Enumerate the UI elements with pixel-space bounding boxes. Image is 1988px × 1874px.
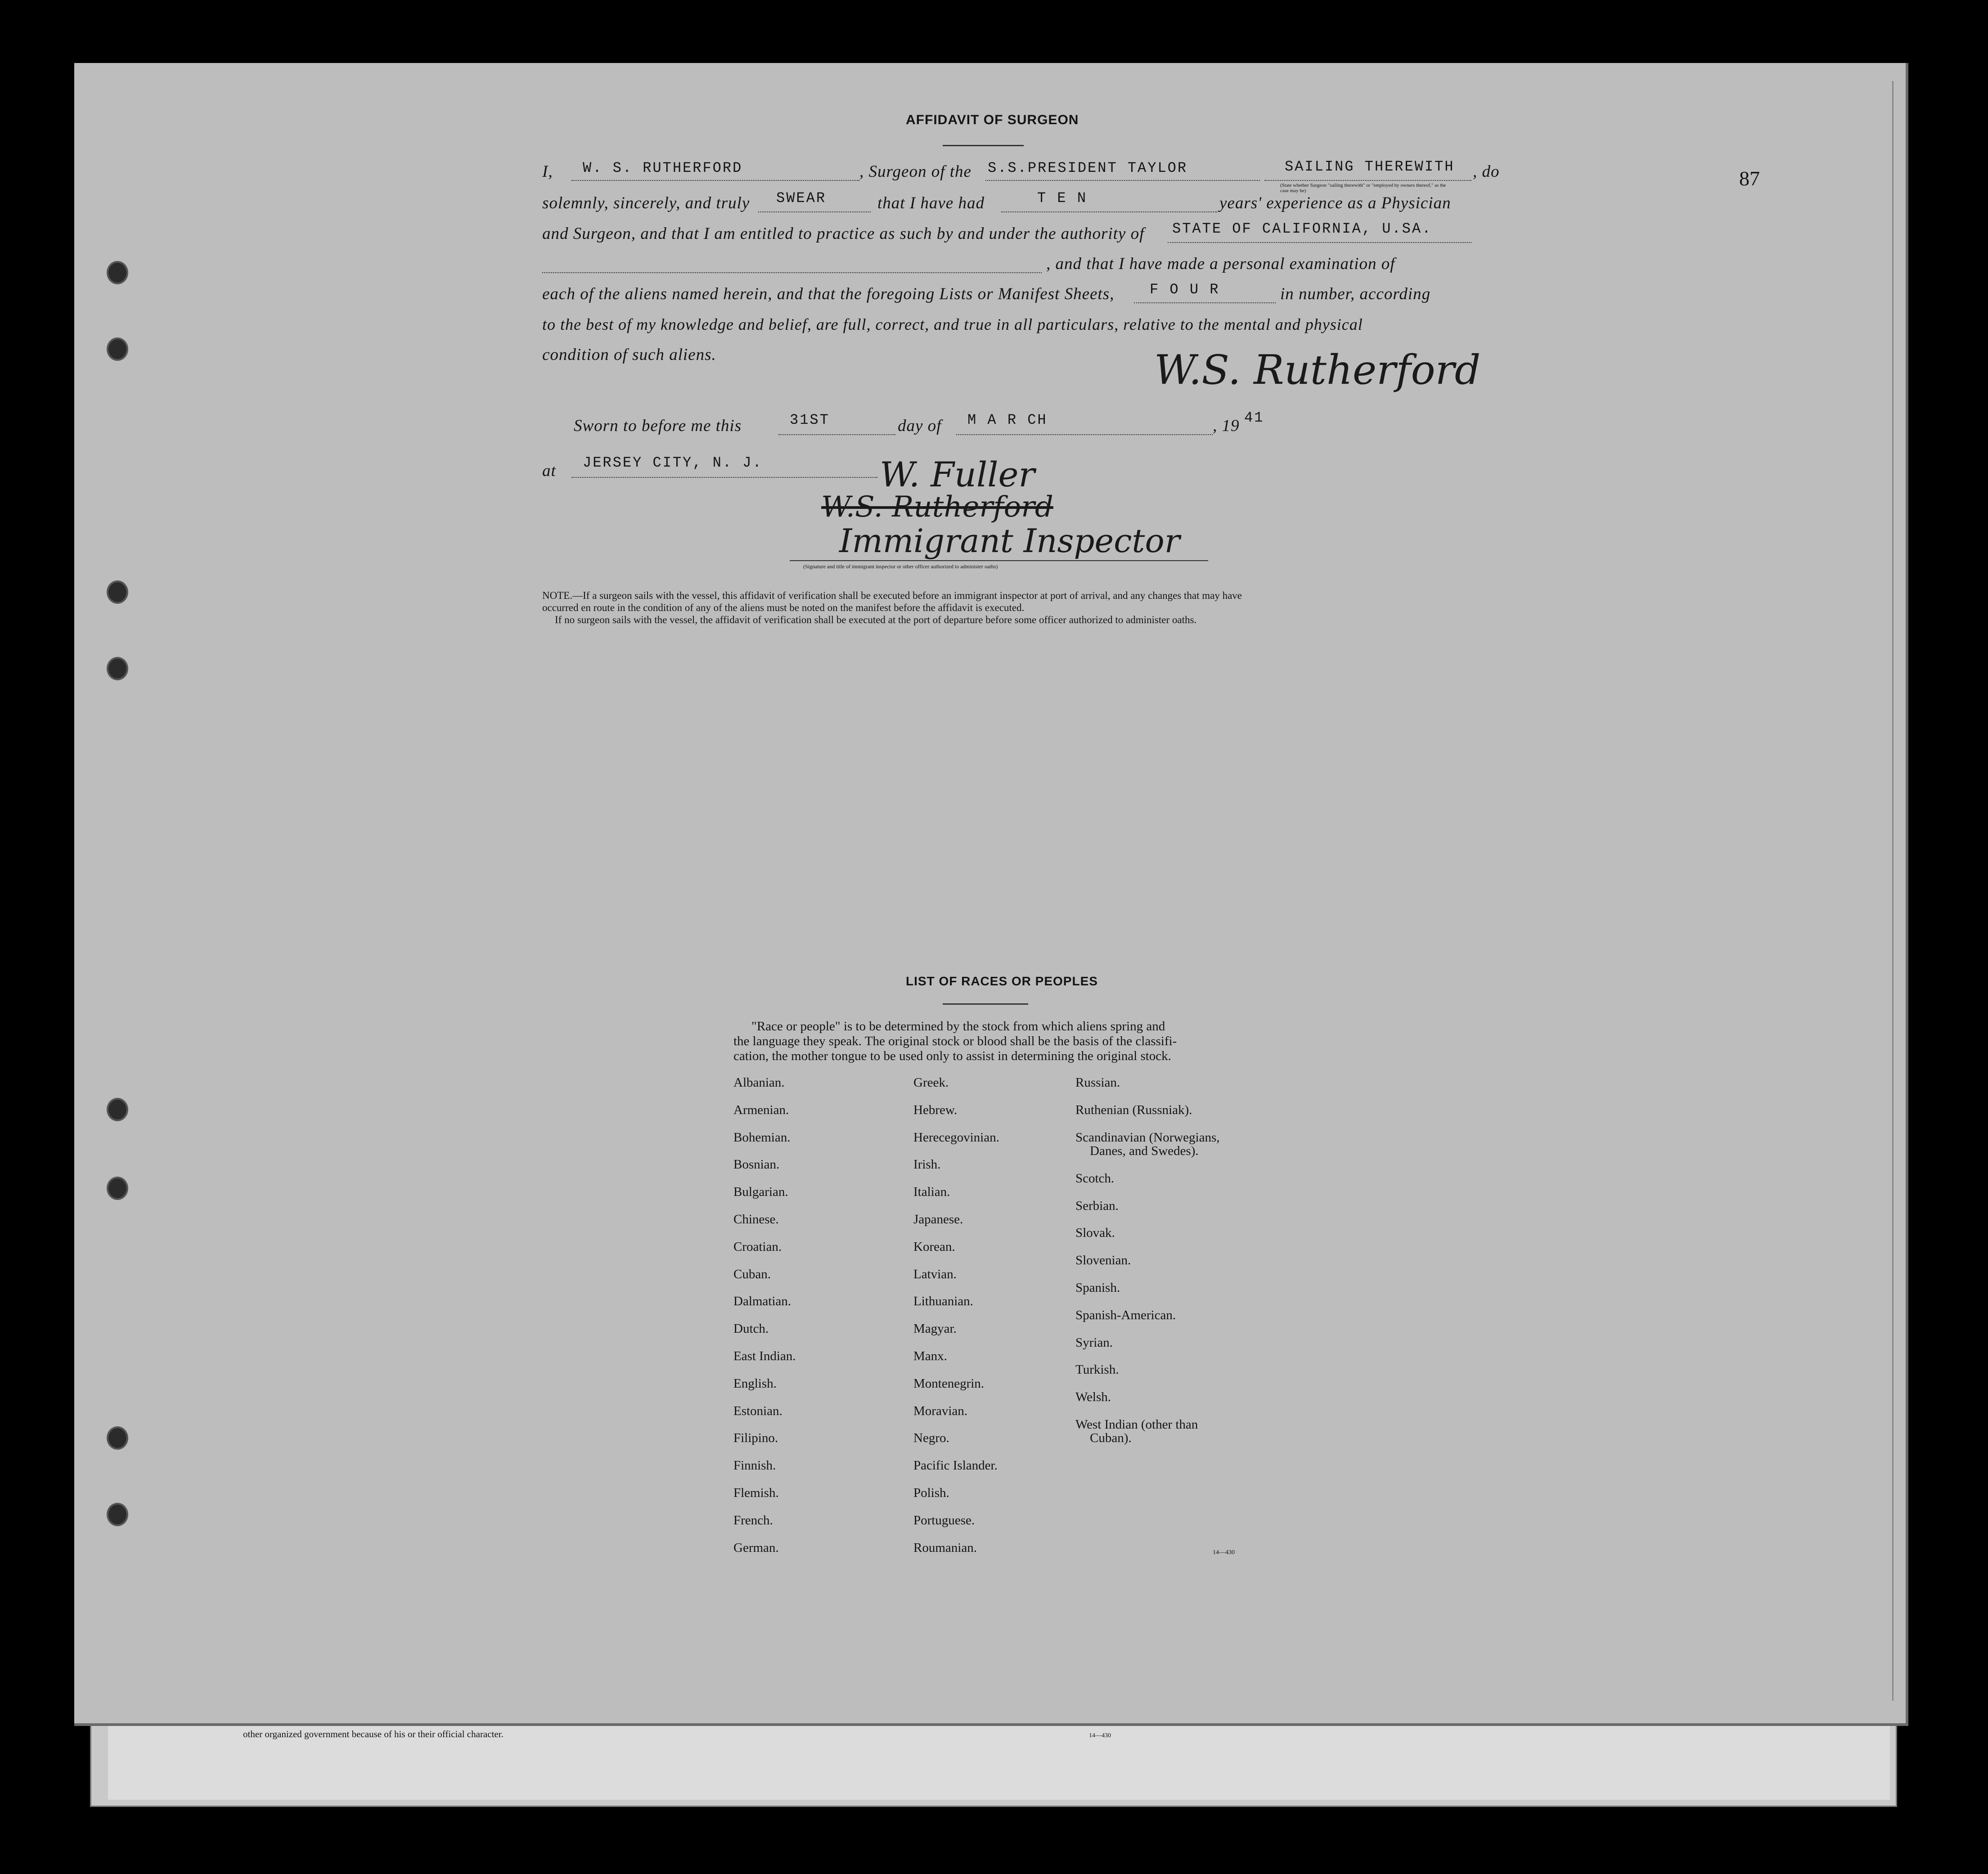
race-list-item: Bosnian.: [733, 1157, 780, 1172]
race-list-item: Albanian.: [733, 1075, 785, 1090]
sailing-status: SAILING THEREWITH: [1285, 158, 1455, 175]
race-list-item: Armenian.: [733, 1102, 789, 1117]
form-number: 14—430: [1213, 1549, 1235, 1556]
affidavit-text: , and that I have made a personal examination of: [1046, 255, 1395, 273]
fold-line: [1892, 81, 1894, 1701]
page-number: 87: [1739, 167, 1760, 190]
intro-line: "Race or people" is to be determined by the stock from which aliens spring and: [751, 1019, 1165, 1034]
race-list-item: Portuguese.: [913, 1513, 975, 1528]
race-list-item: East Indian.: [733, 1349, 796, 1363]
race-list-item: Bulgarian.: [733, 1185, 788, 1200]
race-list-item: Finnish.: [733, 1458, 776, 1473]
punch-hole: [107, 261, 128, 284]
race-list-item: Danes, and Swedes).: [1090, 1144, 1199, 1158]
race-list-item: Montenegrin.: [913, 1376, 985, 1391]
races-title: LIST OF RACES OR PEOPLES: [906, 974, 1098, 988]
race-list-item: West Indian (other than: [1075, 1417, 1198, 1432]
fill-line: [1168, 242, 1471, 243]
race-list-item: Moravian.: [913, 1403, 967, 1418]
affidavit-title: AFFIDAVIT OF SURGEON: [906, 112, 1079, 127]
race-list-item: Italian.: [913, 1185, 950, 1200]
race-list-item: Chinese.: [733, 1212, 779, 1227]
race-list-item: Spanish.: [1075, 1281, 1120, 1295]
surgeon-name: W. S. RUTHERFORD: [583, 160, 743, 176]
underlying-form-number: 14—430: [1089, 1732, 1111, 1739]
race-list-item: Greek.: [913, 1075, 949, 1090]
race-list-item: Scotch.: [1075, 1171, 1115, 1186]
licensing-authority: STATE OF CALIFORNIA, U.SA.: [1172, 220, 1432, 237]
affidavit-text: Sworn to before me this: [574, 417, 742, 435]
race-list-item: German.: [733, 1540, 779, 1555]
punch-hole: [107, 580, 128, 604]
race-list-item: Welsh.: [1075, 1390, 1111, 1405]
race-list-item: Flemish.: [733, 1486, 779, 1500]
race-list-item: Polish.: [913, 1486, 949, 1500]
affidavit-text: , 19: [1213, 417, 1240, 435]
vessel-name: S.S.PRESIDENT TAYLOR: [988, 160, 1188, 176]
race-list-item: Herecegovinian.: [913, 1130, 999, 1145]
race-list-item: Ruthenian (Russniak).: [1075, 1102, 1192, 1117]
note-line: occurred en route in the condition of any of the aliens must be noted on the manifest before the affidavit is executed.: [542, 602, 1025, 613]
affidavit-text: day of: [898, 417, 942, 435]
race-list-item: Dalmatian.: [733, 1294, 792, 1309]
race-list-item: Cuban.: [733, 1267, 771, 1281]
fill-line: [1134, 302, 1276, 303]
race-list-item: English.: [733, 1376, 777, 1391]
affidavit-text: to the best of my knowledge and belief, are full, correct, and true in all particulars, relative to the mental and physical: [542, 315, 1363, 333]
oath-word: SWEAR: [776, 190, 827, 207]
affidavit-text: that I have had: [877, 194, 985, 212]
punch-hole: [107, 657, 128, 680]
affidavit-text: in number, according: [1280, 285, 1431, 303]
sworn-month: M A R CH: [967, 412, 1048, 428]
fill-line: [542, 272, 1042, 273]
note-line: If no surgeon sails with the vessel, the affidavit of verification shall be executed at the port of departure before some officer authorized to administer oaths.: [555, 614, 1197, 625]
affidavit-text: solemnly, sincerely, and truly: [542, 194, 750, 212]
affidavit-note: [542, 589, 1487, 626]
race-list-item: Latvian.: [913, 1267, 957, 1281]
race-list-item: Russian.: [1075, 1075, 1120, 1090]
race-list-item: Lithuanian.: [913, 1294, 973, 1309]
punch-hole: [107, 1098, 128, 1121]
fill-line: [1264, 180, 1471, 181]
punch-hole: [107, 1177, 128, 1200]
race-list-item: Slovak.: [1075, 1226, 1115, 1240]
punch-hole: [107, 337, 128, 361]
sheet-count: F O U R: [1150, 281, 1220, 298]
race-list-item: Filipino.: [733, 1431, 778, 1446]
race-list-item: Cuban).: [1090, 1431, 1132, 1446]
signature-caption: (Signature and title of immigrant inspector or other officer authorized to administer oaths): [803, 563, 998, 570]
intro-line: cation, the mother tongue to be used only to assist in determining the original stock.: [733, 1049, 1171, 1063]
race-list-item: Roumanian.: [913, 1540, 977, 1555]
fill-line: [956, 434, 1213, 435]
fill-line: [1001, 211, 1217, 212]
officer-signature: W. Fuller: [880, 454, 1035, 494]
race-list-item: Turkish.: [1075, 1362, 1119, 1377]
affidavit-text: , do: [1473, 162, 1500, 181]
surgeon-signature: W.S. Rutherford: [1154, 346, 1481, 394]
crossed-signature: W.S. Rutherford: [821, 490, 1053, 524]
race-list-item: Serbian.: [1075, 1198, 1119, 1213]
race-list-item: Croatian.: [733, 1239, 782, 1254]
races-intro: [733, 1019, 1177, 1064]
race-list-item: Negro.: [913, 1431, 949, 1446]
race-list-item: Slovenian.: [1075, 1253, 1131, 1268]
sworn-place: JERSEY CITY, N. J.: [583, 454, 763, 471]
sworn-day: 31ST: [790, 412, 830, 428]
years-experience: T E N: [1037, 190, 1088, 207]
race-list-item: Dutch.: [733, 1321, 769, 1336]
race-list-item: Pacific Islander.: [913, 1458, 998, 1473]
note-lead: NOTE.: [542, 590, 573, 601]
affidavit-text: , Surgeon of the: [859, 162, 972, 181]
note-line: —If a surgeon sails with the vessel, this affidavit of verification shall be executed before an immigrant inspector at port of arrival, and any changes that may have: [572, 590, 1242, 601]
affidavit-text: I,: [542, 162, 553, 181]
race-list-item: Scandinavian (Norwegians,: [1075, 1130, 1220, 1145]
fill-line: [758, 211, 871, 212]
fill-line: [778, 434, 895, 435]
race-list-item: Irish.: [913, 1157, 941, 1172]
race-list-item: Magyar.: [913, 1321, 957, 1336]
punch-hole: [107, 1426, 128, 1450]
underlying-sheet-text: other organized government because of his or their official character.: [243, 1729, 504, 1739]
affidavit-text: each of the aliens named herein, and that the foregoing Lists or Manifest Sheets,: [542, 285, 1115, 303]
race-list-item: Bohemian.: [733, 1130, 791, 1145]
race-list-item: Spanish-American.: [1075, 1308, 1176, 1322]
race-list-item: Manx.: [913, 1349, 947, 1363]
fill-line: [571, 180, 859, 181]
title-rule: [943, 145, 1024, 146]
fill-line: [985, 180, 1260, 181]
affidavit-text: at: [542, 462, 556, 480]
races-rule: [943, 1003, 1028, 1005]
sworn-year: 41: [1244, 409, 1264, 426]
race-list-item: Japanese.: [913, 1212, 963, 1227]
fill-line: [571, 477, 877, 478]
race-list-item: Syrian.: [1075, 1335, 1113, 1350]
race-list-item: French.: [733, 1513, 773, 1528]
punch-hole: [107, 1503, 128, 1526]
race-list-item: Korean.: [913, 1239, 955, 1254]
race-list-item: Estonian.: [733, 1403, 783, 1418]
race-list-item: Hebrew.: [913, 1102, 958, 1117]
affidavit-text: condition of such aliens.: [542, 346, 716, 364]
signature-rule: [790, 560, 1208, 561]
document-page: [74, 63, 1908, 1726]
intro-line: the language they speak. The original stock or blood shall be the basis of the classifi-: [733, 1034, 1177, 1048]
sailing-note: (State whether Surgeon "sailing therewith" or "employed by owners thereof," as the case may be): [1280, 183, 1446, 193]
officer-title-handwritten: Immigrant Inspector: [839, 522, 1180, 560]
affidavit-text: years' experience as a Physician: [1219, 194, 1451, 212]
affidavit-text: and Surgeon, and that I am entitled to practice as such by and under the authority of: [542, 225, 1145, 243]
